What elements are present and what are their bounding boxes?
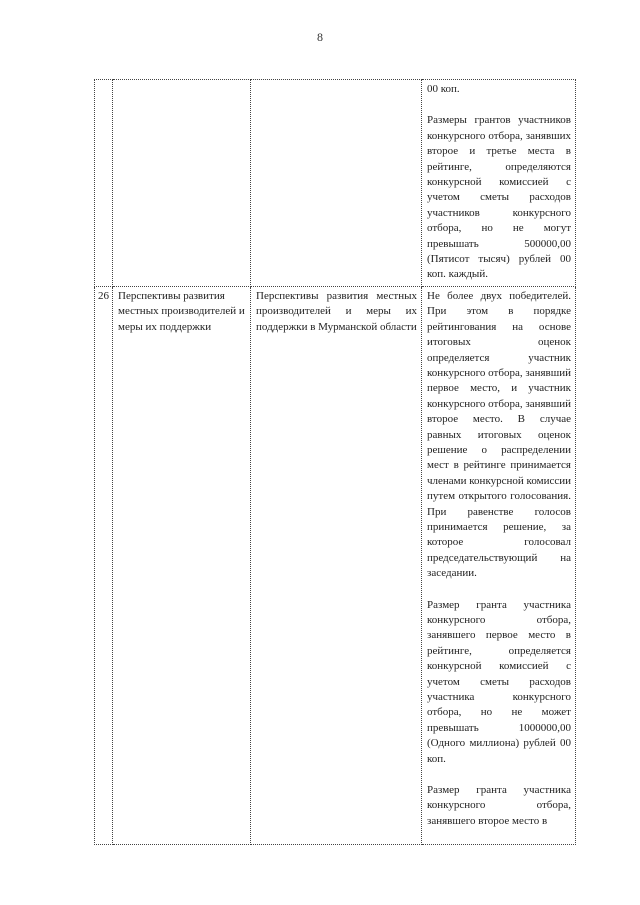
page-number: 8	[317, 30, 323, 44]
conditions-paragraph: 00 коп.	[427, 83, 460, 95]
topic-cell	[113, 80, 251, 287]
conditions-paragraph: Размер гранта участника конкурсного отбора, занявшего первое место в рейтинге, определяется конкурсной комиссией с учетом сметы расходов участника конкурсного отбора, но не может превышать 1000000,00 (Одного миллиона) рублей 00 коп.	[427, 598, 571, 765]
table-row	[95, 286, 576, 844]
row-number-cell	[95, 80, 113, 287]
conditions-paragraph: Не более двух победителей. При этом в порядке рейтингования на основе итоговых оценок определяется участник конкурсного отбора, занявший первое место, и участник конкурсного отбора, занявший второе место. В случае равных итоговых оценок решение о распределении мест в рейтинге принимается членами конкурсной комиссии путем открытого голосования. При равенстве голосов принимается решение, за которое голосовал председательствующий на заседании.	[427, 289, 571, 580]
description-cell	[251, 80, 422, 287]
conditions-paragraph: Размер гранта участника конкурсного отбора, занявшего второе место в	[427, 784, 571, 827]
conditions-paragraph: Размеры грантов участников конкурсного отбора, занявших второе и третье места в рейтинге, определяются конкурсной комиссией с учетом сметы расходов участников конкурсного отбора, но не могут превышать 500000,00 (Пятисот тысяч) рублей 00 коп. каждый.	[427, 114, 571, 281]
conditions-cell	[422, 80, 576, 287]
table-row	[95, 80, 576, 287]
document-table	[94, 79, 576, 845]
topic-cell: Перспективы развития местных производителей и меры их поддержки	[113, 286, 251, 844]
row-number-cell: 26	[95, 286, 113, 844]
description-cell: Перспективы развития местных производителей и меры их поддержки в Мурманской области	[251, 286, 422, 844]
conditions-cell	[422, 286, 576, 844]
